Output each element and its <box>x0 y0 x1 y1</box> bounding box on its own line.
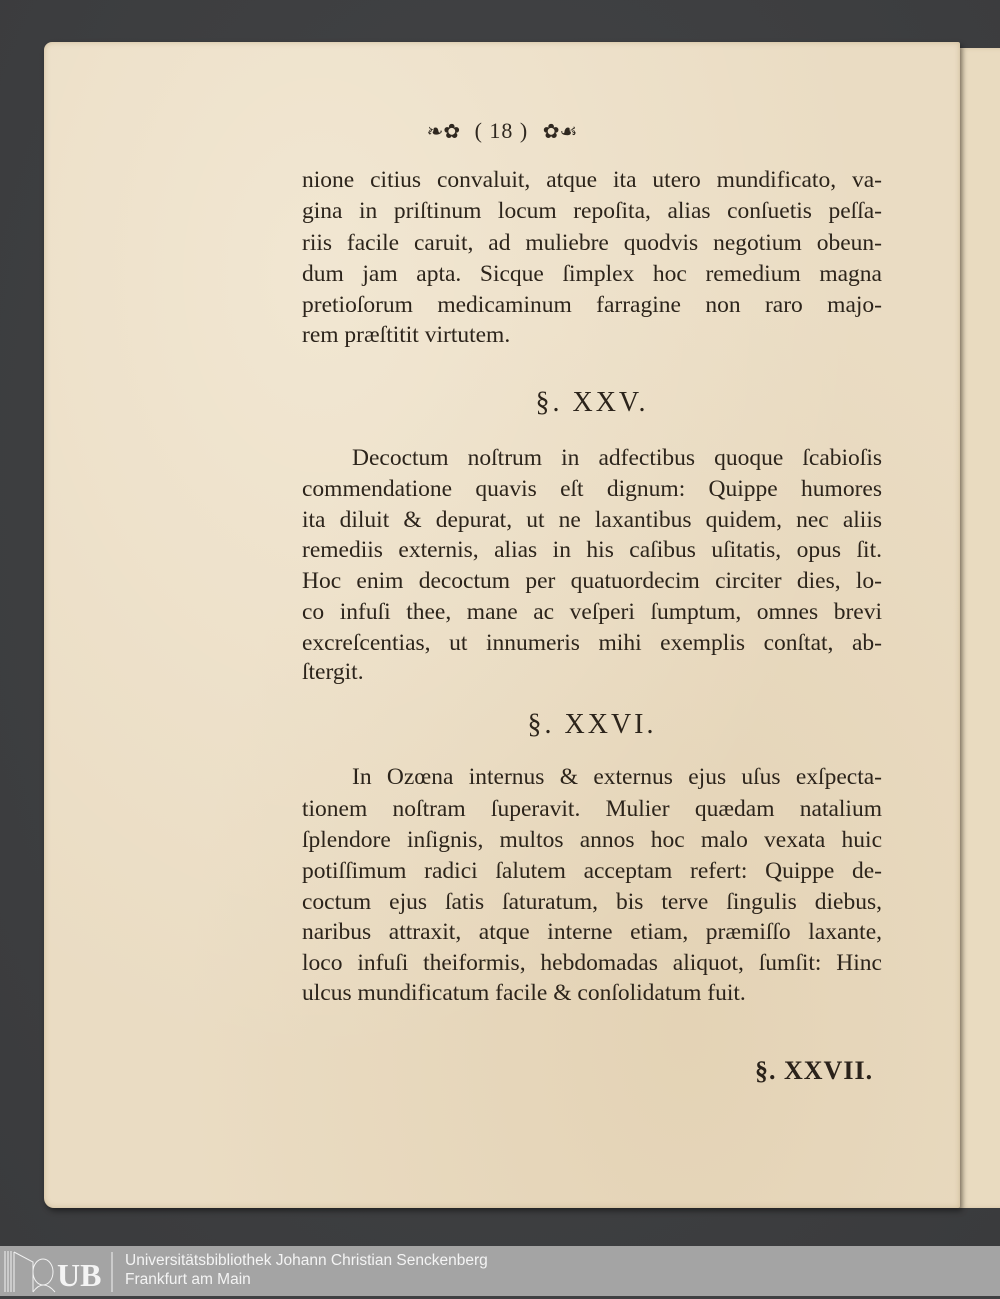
text-line: loco infuſi theiformis, hebdomadas aliquot, ſumſit: Hinc <box>302 950 882 976</box>
text-line: nione citius convaluit, atque ita utero mundificato, va- <box>302 167 882 193</box>
text-line: gina in priſtinum locum repoſita, alias conſuetis peſſa- <box>302 198 882 224</box>
text-line: remediis externis, alias in his caſibus uſitatis, opus ſit. <box>302 537 882 563</box>
section-heading-xxv: §. XXV. <box>535 387 649 418</box>
ornament-right-icon: ✿☙ <box>542 121 578 143</box>
library-footer <box>0 1246 1000 1296</box>
text-line: commendatione quavis eſt dignum: Quippe humores <box>302 476 882 502</box>
text-line: ſtergit. <box>302 659 364 685</box>
text-line: rem præſtitit virtutem. <box>302 322 511 348</box>
text-line: ſplendore inſignis, multos annos hoc malo vexata huic <box>302 827 882 853</box>
text-line: ita diluit & depurat, ut ne laxantibus quidem, nec aliis <box>302 507 882 533</box>
ornament-left-icon: ❧✿ <box>426 121 461 143</box>
facing-page-edge <box>957 48 1000 1208</box>
text-line: pretioſorum medicaminum farragine non raro majo- <box>302 292 882 318</box>
text-line: ulcus mundificatum facile & conſolidatum fuit. <box>302 980 746 1006</box>
text-line: In Ozœna internus & externus ejus uſus exſpectа- <box>352 764 882 790</box>
text-line: coctum ejus ſatis ſaturatum, bis terve ſingulis diebus, <box>302 889 882 915</box>
svg-text:UB: UB <box>57 1257 102 1293</box>
catchword: §. XXVII. <box>755 1056 874 1085</box>
running-head <box>44 118 960 144</box>
text-line: dum jam apta. Sicque ſimplex hoc remedium magna <box>302 261 882 287</box>
library-name: Universitätsbibliothek Johann Christian Senckenberg <box>125 1252 488 1269</box>
ub-logo-icon <box>3 1248 115 1294</box>
text-line: excreſcentias, ut innumeris mihi exemplis conſtat, ab- <box>302 630 882 656</box>
library-location: Frankfurt am Main <box>125 1271 251 1288</box>
text-line: Decoctum noſtrum in adfectibus quoque ſcabioſis <box>352 445 882 471</box>
text-line: naribus attraxit, atque interne etiam, præmiſſo laxante, <box>302 919 882 945</box>
page-number: ( 18 ) <box>474 118 529 143</box>
section-heading-xxvi: §. XXVI. <box>527 709 657 740</box>
text-line: tionem noſtram ſuperavit. Mulier quædam natalium <box>302 796 882 822</box>
text-line: co infuſi thee, mane ac veſperi ſumptum, omnes brevi <box>302 599 882 625</box>
text-line: potiſſimum radici ſalutem acceptam refert: Quippe de- <box>302 858 882 884</box>
text-line: Hoc enim decoctum per quatuordecim circiter dies, lo- <box>302 568 882 594</box>
text-line: riis facile caruit, ad muliebre quodvis negotium obeun- <box>302 230 882 256</box>
